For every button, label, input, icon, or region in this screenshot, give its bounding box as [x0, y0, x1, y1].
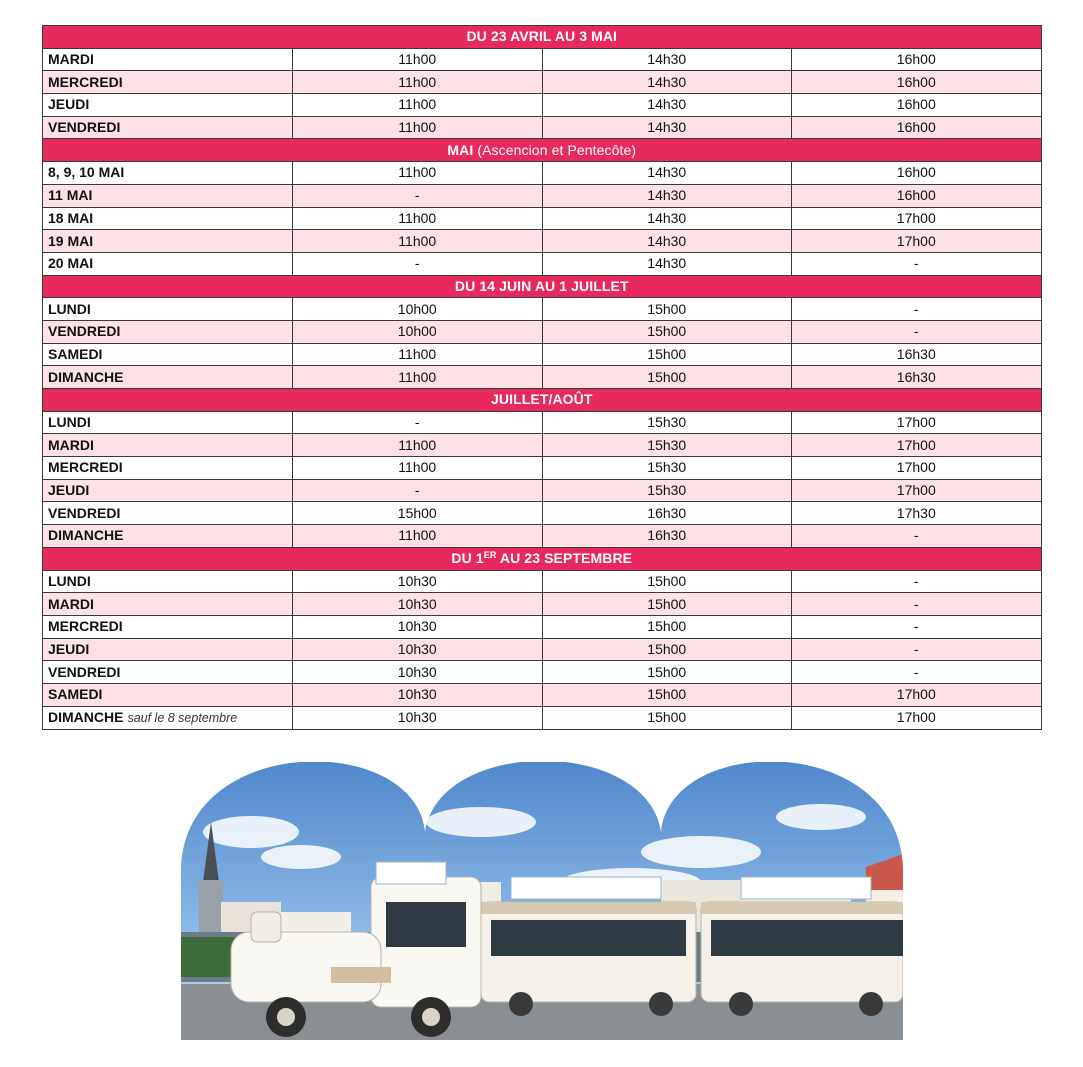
departure-time: 16h00: [792, 116, 1042, 139]
day-label: JEUDI: [48, 640, 90, 657]
departure-time: -: [792, 570, 1042, 593]
schedule-row: [43, 252, 1042, 275]
departure-time: 15h00: [542, 570, 792, 593]
schedule-row: [43, 502, 1042, 525]
day-cell: [43, 683, 293, 706]
departure-time: 17h00: [792, 706, 1042, 729]
departure-time: 10h30: [293, 638, 543, 661]
day-label: MARDI: [48, 436, 94, 453]
departure-time: 14h30: [542, 162, 792, 185]
day-label: 20 MAI: [48, 255, 94, 272]
day-cell: [43, 71, 293, 94]
departure-time: 10h30: [293, 615, 543, 638]
day-cell: [43, 207, 293, 230]
day-label: DIMANCHE: [48, 527, 124, 544]
departure-time: 15h00: [542, 593, 792, 616]
day-cell: [43, 570, 293, 593]
day-label: JEUDI: [48, 482, 90, 499]
departure-time: 11h00: [293, 71, 543, 94]
departure-time: 10h00: [293, 298, 543, 321]
departure-time: 16h00: [792, 71, 1042, 94]
day-cell: [43, 615, 293, 638]
day-cell: [43, 116, 293, 139]
day-label: MARDI: [48, 595, 94, 612]
day-label: DIMANCHE: [48, 708, 124, 725]
departure-time: 15h30: [542, 457, 792, 480]
departure-time: -: [293, 252, 543, 275]
schedule-row: [43, 615, 1042, 638]
day-label: MERCREDI: [48, 73, 123, 90]
departure-time: 15h30: [542, 411, 792, 434]
day-cell: [43, 502, 293, 525]
departure-time: 16h00: [792, 184, 1042, 207]
departure-time: 11h00: [293, 162, 543, 185]
departure-time: 10h00: [293, 320, 543, 343]
schedule-row: [43, 298, 1042, 321]
departure-time: 17h00: [792, 683, 1042, 706]
day-cell: [43, 320, 293, 343]
departure-time: -: [293, 479, 543, 502]
day-cell: [43, 525, 293, 548]
schedule-row: [43, 343, 1042, 366]
schedule-row: [43, 457, 1042, 480]
day-label: MERCREDI: [48, 618, 123, 635]
day-label: 19 MAI: [48, 232, 94, 249]
section-title: [43, 139, 1042, 162]
day-label: MARDI: [48, 51, 94, 68]
departure-time: 14h30: [542, 184, 792, 207]
departure-time: 17h00: [792, 457, 1042, 480]
departure-time: 16h00: [792, 48, 1042, 71]
day-label: MERCREDI: [48, 459, 123, 476]
schedule-row: [43, 162, 1042, 185]
day-label: SAMEDI: [48, 686, 103, 703]
departure-time: 11h00: [293, 207, 543, 230]
day-cell: [43, 479, 293, 502]
section-header: [43, 275, 1042, 298]
departure-time: 15h00: [542, 343, 792, 366]
schedule-row: [43, 366, 1042, 389]
day-label: VENDREDI: [48, 119, 121, 136]
schedule-row: [43, 230, 1042, 253]
departure-time: 15h00: [542, 615, 792, 638]
departure-time: 14h30: [542, 94, 792, 117]
departure-time: 16h00: [792, 162, 1042, 185]
departure-time: -: [792, 525, 1042, 548]
schedule-body: [43, 26, 1042, 730]
departure-time: 11h00: [293, 116, 543, 139]
section-title-prefix: DU 1: [451, 550, 484, 567]
day-cell: [43, 411, 293, 434]
day-cell: [43, 593, 293, 616]
departure-time: 16h00: [792, 94, 1042, 117]
departure-time: 15h00: [542, 683, 792, 706]
departure-time: 16h30: [792, 366, 1042, 389]
schedule-row: [43, 706, 1042, 729]
departure-time: 14h30: [542, 230, 792, 253]
departure-time: 17h30: [792, 502, 1042, 525]
schedule-row: [43, 638, 1042, 661]
departure-time: -: [792, 320, 1042, 343]
departure-time: -: [792, 615, 1042, 638]
section-header: [43, 547, 1042, 570]
departure-time: -: [792, 638, 1042, 661]
schedule-row: [43, 411, 1042, 434]
day-cell: [43, 457, 293, 480]
departure-time: 14h30: [542, 71, 792, 94]
schedule-row: [43, 116, 1042, 139]
day-cell: [43, 434, 293, 457]
departure-time: 16h30: [542, 525, 792, 548]
day-cell: [43, 162, 293, 185]
departure-time: -: [792, 661, 1042, 684]
schedule-row: [43, 48, 1042, 71]
departure-time: 15h00: [542, 298, 792, 321]
departure-time: -: [293, 184, 543, 207]
schedule-row: [43, 207, 1042, 230]
departure-time: 11h00: [293, 366, 543, 389]
schedule-row: [43, 320, 1042, 343]
day-cell: [43, 48, 293, 71]
day-cell: [43, 661, 293, 684]
day-cell: [43, 184, 293, 207]
schedule-row: [43, 71, 1042, 94]
section-title-text: DU 23 AVRIL AU 3 MAI: [466, 28, 618, 45]
departure-time: 16h30: [792, 343, 1042, 366]
departure-time: 10h30: [293, 683, 543, 706]
day-label: LUNDI: [48, 414, 91, 431]
departure-time: 17h00: [792, 207, 1042, 230]
departure-time: 15h00: [542, 661, 792, 684]
day-label: VENDREDI: [48, 663, 121, 680]
section-title-note: (Ascencion et Pentecôte): [477, 141, 637, 158]
day-cell: [43, 252, 293, 275]
section-title-text: JUILLET/AOÛT: [491, 391, 593, 408]
departure-time: 11h00: [293, 343, 543, 366]
departure-time: 10h30: [293, 706, 543, 729]
day-cell: [43, 298, 293, 321]
departure-time: 11h00: [293, 94, 543, 117]
section-title: [43, 26, 1042, 49]
departure-time: 15h00: [542, 706, 792, 729]
departure-time: 17h00: [792, 434, 1042, 457]
day-label: VENDREDI: [48, 504, 121, 521]
schedule-row: [43, 593, 1042, 616]
departure-time: 15h00: [293, 502, 543, 525]
day-label: 8, 9, 10 MAI: [48, 164, 125, 181]
departure-time: 15h30: [542, 434, 792, 457]
schedule-table: [42, 25, 1042, 730]
day-cell: [43, 706, 293, 729]
day-label: LUNDI: [48, 572, 91, 589]
section-title-ordinal: ER: [483, 550, 497, 561]
tourist-train-photo: [181, 762, 903, 1040]
departure-time: 11h00: [293, 48, 543, 71]
day-label: 18 MAI: [48, 209, 94, 226]
departure-time: 15h30: [542, 479, 792, 502]
section-header: [43, 389, 1042, 412]
section-title: [43, 547, 1042, 570]
section-header: [43, 139, 1042, 162]
section-title: [43, 275, 1042, 298]
departure-time: 11h00: [293, 525, 543, 548]
departure-time: 10h30: [293, 570, 543, 593]
departure-time: 11h00: [293, 230, 543, 253]
departure-time: 16h30: [542, 502, 792, 525]
departure-time: 11h00: [293, 457, 543, 480]
departure-time: 15h00: [542, 638, 792, 661]
day-cell: [43, 343, 293, 366]
section-title-text: MAI: [447, 141, 474, 158]
departure-time: -: [792, 252, 1042, 275]
departure-time: -: [792, 298, 1042, 321]
departure-time: 15h00: [542, 320, 792, 343]
departure-time: 14h30: [542, 116, 792, 139]
day-cell: [43, 230, 293, 253]
day-label: SAMEDI: [48, 345, 103, 362]
departure-time: -: [293, 411, 543, 434]
departure-time: 17h00: [792, 479, 1042, 502]
day-cell: [43, 366, 293, 389]
departure-time: 14h30: [542, 48, 792, 71]
day-label: 11 MAI: [48, 187, 93, 204]
schedule-row: [43, 570, 1042, 593]
departure-time: 11h00: [293, 434, 543, 457]
day-label: VENDREDI: [48, 323, 121, 340]
schedule-row: [43, 683, 1042, 706]
schedule-row: [43, 184, 1042, 207]
schedule-row: [43, 525, 1042, 548]
section-title-text: DU 14 JUIN AU 1 JUILLET: [454, 277, 629, 294]
schedule-row: [43, 94, 1042, 117]
departure-time: 15h00: [542, 366, 792, 389]
departure-time: 14h30: [542, 252, 792, 275]
day-label: JEUDI: [48, 96, 90, 113]
day-cell: [43, 94, 293, 117]
day-note: sauf le 8 septembre: [127, 710, 238, 725]
schedule-row: [43, 479, 1042, 502]
section-header: [43, 26, 1042, 49]
section-title: [43, 389, 1042, 412]
departure-time: 14h30: [542, 207, 792, 230]
departure-time: 10h30: [293, 593, 543, 616]
schedule-row: [43, 661, 1042, 684]
schedule-row: [43, 434, 1042, 457]
departure-time: 17h00: [792, 230, 1042, 253]
day-cell: [43, 638, 293, 661]
departure-time: 10h30: [293, 661, 543, 684]
section-title-text: AU 23 SEPTEMBRE: [496, 550, 633, 567]
day-label: DIMANCHE: [48, 368, 124, 385]
departure-time: -: [792, 593, 1042, 616]
departure-time: 17h00: [792, 411, 1042, 434]
day-label: LUNDI: [48, 300, 91, 317]
